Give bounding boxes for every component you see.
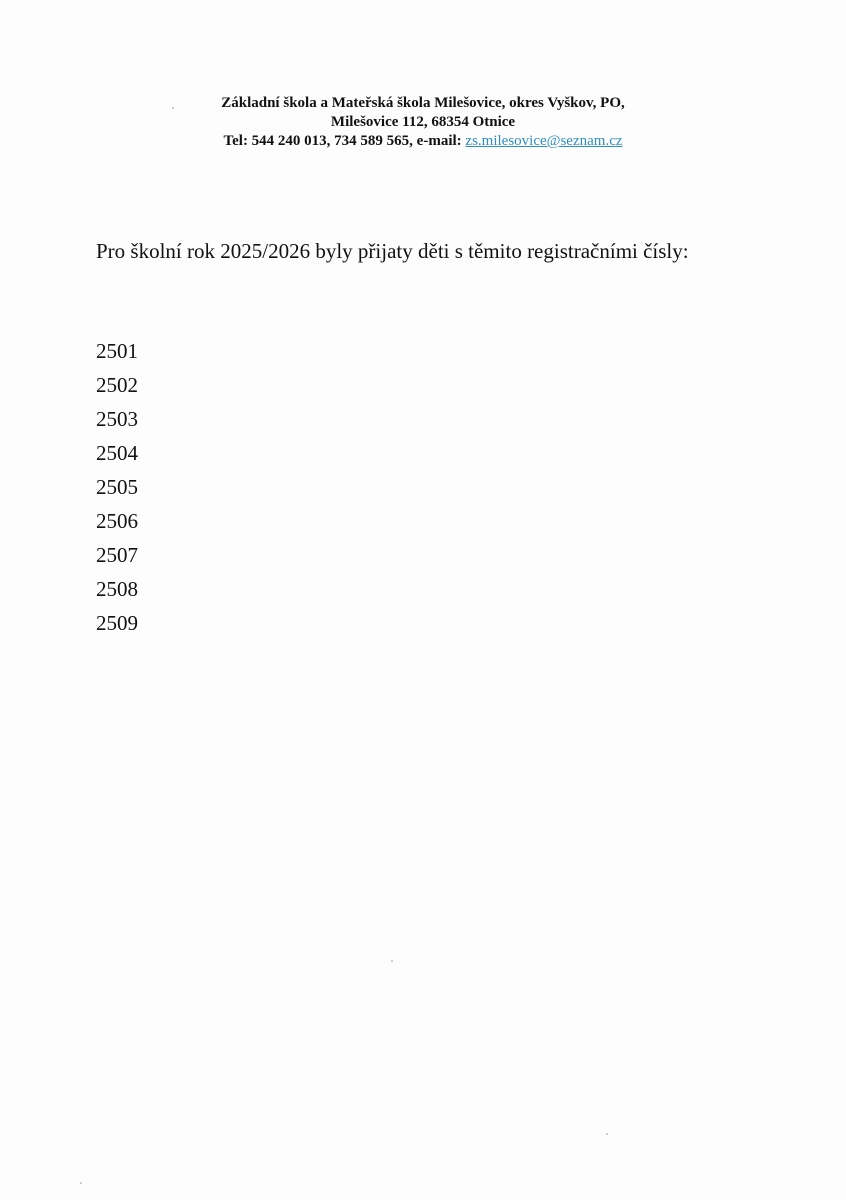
scan-speck xyxy=(80,1182,82,1184)
registration-number: 2503 xyxy=(96,407,138,431)
registration-number: 2507 xyxy=(96,543,138,567)
school-letterhead xyxy=(0,94,846,151)
registration-number: 2501 xyxy=(96,339,138,363)
registration-number-list xyxy=(96,334,138,640)
registration-number: 2504 xyxy=(96,441,138,465)
school-name: Základní škola a Mateřská škola Milešovice, okres Vyškov, PO, xyxy=(221,95,625,111)
school-contact xyxy=(0,132,846,151)
scan-speck xyxy=(606,1133,608,1135)
intro-text: Pro školní rok 2025/2026 byly přijaty děti s těmito registračními čísly: xyxy=(96,239,689,263)
registration-number: 2509 xyxy=(96,611,138,635)
email-link[interactable]: zs.milesovice@seznam.cz xyxy=(465,133,623,149)
contact-phone-label: Tel: 544 240 013, 734 589 565, e-mail: xyxy=(223,133,466,149)
registration-number: 2505 xyxy=(96,475,138,499)
scan-speck xyxy=(172,107,174,109)
registration-number: 2502 xyxy=(96,373,138,397)
registration-number: 2508 xyxy=(96,577,138,601)
school-address: Milešovice 112, 68354 Otnice xyxy=(330,114,516,130)
scan-speck xyxy=(391,960,393,962)
registration-number: 2506 xyxy=(96,509,138,533)
